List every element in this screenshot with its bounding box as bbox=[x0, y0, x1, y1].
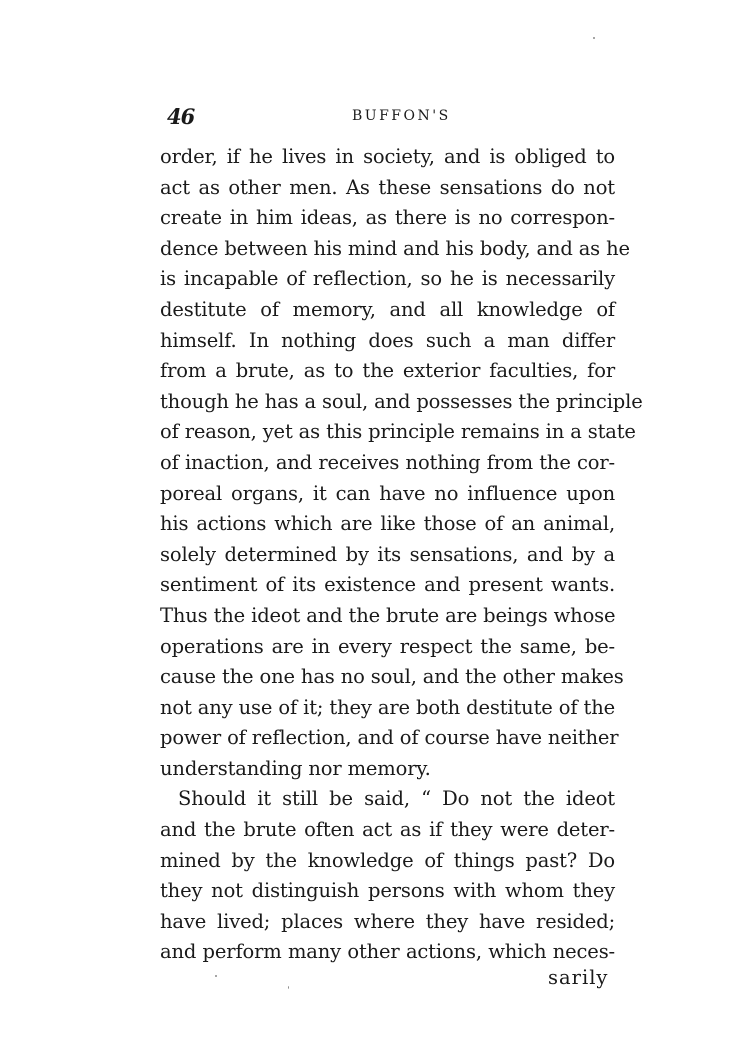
text-line: and perform many other actions, which neces- bbox=[160, 940, 615, 964]
text-line: have lived; places where they have resided; bbox=[160, 909, 615, 933]
text-line: his actions which are like those of an animal, bbox=[160, 512, 615, 536]
text-line: understanding nor memory. bbox=[160, 756, 431, 780]
scan-speck bbox=[288, 986, 289, 989]
text-line: Thus the ideot and the brute are beings whose bbox=[160, 603, 616, 627]
catchword: sarily bbox=[548, 966, 609, 989]
paragraph bbox=[160, 784, 615, 968]
text-line: sentiment of its existence and present wants. bbox=[160, 573, 615, 597]
text-line: dence between his mind and his body, and as he bbox=[160, 236, 630, 260]
scan-speck bbox=[215, 975, 217, 977]
text-line: not any use of it; they are both destitute of the bbox=[160, 695, 615, 719]
text-line: of inaction, and receives nothing from the cor- bbox=[160, 450, 615, 474]
text-line: destitute of memory, and all knowledge of bbox=[160, 297, 615, 321]
text-line: cause the one has no soul, and the other makes bbox=[160, 665, 624, 689]
text-line: operations are in every respect the same, be- bbox=[160, 634, 615, 658]
page-number: 46 bbox=[167, 104, 195, 129]
text-line: order, if he lives in society, and is obliged to bbox=[160, 145, 615, 168]
text-line: create in him ideas, as there is no correspon- bbox=[160, 206, 615, 230]
body-text bbox=[160, 142, 643, 968]
text-line: Should it still be said, “ Do not the ideot bbox=[178, 787, 615, 811]
text-line: and the brute often act as if they were deter- bbox=[160, 818, 615, 842]
text-line: of reason, yet as this principle remains in a state bbox=[160, 420, 636, 444]
paragraph bbox=[160, 142, 643, 784]
text-line: is incapable of reflection, so he is necessarily bbox=[160, 267, 615, 291]
scan-speck bbox=[593, 37, 595, 39]
text-line: from a brute, as to the exterior faculties, for bbox=[160, 359, 615, 383]
page-header bbox=[162, 104, 617, 134]
running-head: BUFFON'S bbox=[352, 108, 451, 124]
text-line: himself. In nothing does such a man differ bbox=[160, 328, 615, 352]
text-line: though he has a soul, and possesses the principle bbox=[160, 389, 643, 413]
text-line: power of reflection, and of course have neither bbox=[160, 726, 619, 750]
text-line: poreal organs, it can have no influence upon bbox=[160, 481, 615, 505]
text-line: act as other men. As these sensations do not bbox=[160, 175, 615, 199]
text-line: they not distinguish persons with whom they bbox=[160, 879, 615, 903]
text-line: solely determined by its sensations, and by a bbox=[160, 542, 615, 566]
text-line: mined by the knowledge of things past? Do bbox=[160, 848, 615, 872]
